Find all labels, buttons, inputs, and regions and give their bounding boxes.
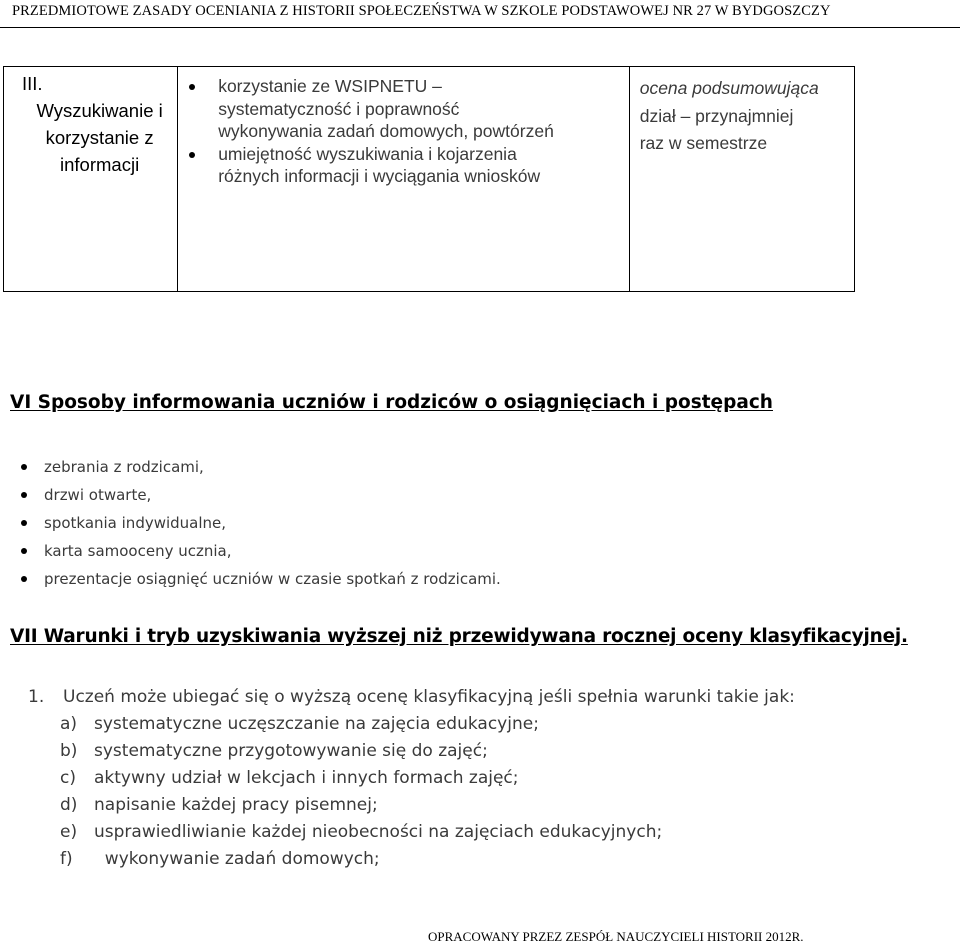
criteria-line: wykonywania zadań domowych, powtórzeń bbox=[218, 121, 554, 141]
condition-letter: c) bbox=[60, 768, 76, 788]
list-item: karta samooceny ucznia, bbox=[0, 541, 501, 569]
item-number: 1. bbox=[28, 687, 45, 707]
assessment-line: dział – przynajmniej bbox=[639, 105, 794, 126]
assessment-line: ocena podsumowująca bbox=[639, 78, 819, 98]
info-methods-list bbox=[0, 457, 501, 597]
condition-text: aktywny udział w lekcjach i innych formach zajęć; bbox=[94, 768, 519, 788]
list-item: spotkania indywidualne, bbox=[0, 513, 501, 541]
page-header: PRZEDMIOTOWE ZASADY OCENIANIA Z HISTORII SPOŁECZEŃSTWA W SZKOLE PODSTAWOWEJ NR 27 W BYDGOSZCZY bbox=[12, 3, 831, 19]
category-title-line: Wyszukiwanie i bbox=[36, 100, 163, 121]
category-title-line: korzystanie z bbox=[45, 127, 154, 148]
condition-item bbox=[28, 767, 795, 794]
criteria-table bbox=[3, 66, 855, 292]
condition-item bbox=[28, 740, 795, 767]
numbered-item bbox=[28, 686, 795, 713]
condition-letter: a) bbox=[60, 714, 78, 734]
list-item: prezentacje osiągnięć uczniów w czasie spotkań z rodzicami. bbox=[0, 569, 501, 597]
assessment-line: raz w semestrze bbox=[639, 133, 768, 153]
section-vii-heading: VII Warunki i tryb uzyskiwania wyższej niż przewidywana rocznej oceny klasyfikacyjnej. bbox=[10, 626, 908, 647]
table-row bbox=[4, 67, 855, 292]
condition-text: usprawiedliwianie każdej nieobecności na zajęciach edukacyjnych; bbox=[94, 822, 663, 842]
conditions-list bbox=[28, 686, 795, 875]
criteria-line: różnych informacji i wyciągania wniosków bbox=[218, 166, 541, 186]
condition-text: napisanie każdej pracy pisemnej; bbox=[94, 795, 378, 815]
list-item: zebrania z rodzicami, bbox=[0, 457, 501, 485]
criteria-line: umiejętność wyszukiwania i kojarzenia bbox=[218, 143, 517, 164]
condition-text: wykonywanie zadań domowych; bbox=[94, 849, 380, 869]
roman-numeral: III. bbox=[22, 73, 43, 94]
condition-item bbox=[28, 794, 795, 821]
condition-letter: b) bbox=[60, 741, 78, 761]
section-vi-heading: VI Sposoby informowania uczniów i rodziców o osiągnięciach i postępach bbox=[10, 392, 773, 413]
header-divider bbox=[0, 27, 960, 28]
criteria-item bbox=[178, 75, 629, 143]
condition-item bbox=[28, 713, 795, 740]
condition-item bbox=[28, 821, 795, 848]
criteria-line: systematyczność i poprawność bbox=[218, 98, 460, 119]
assessment-cell bbox=[629, 67, 854, 292]
condition-text: systematyczne przygotowywanie się do zajęć; bbox=[94, 741, 488, 761]
page-footer: OPRACOWANY PRZEZ ZESPÓŁ NAUCZYCIELI HISTORII 2012R. bbox=[428, 929, 804, 944]
condition-item bbox=[28, 848, 795, 875]
criteria-list bbox=[178, 75, 629, 188]
category-title-line: informacji bbox=[60, 154, 140, 175]
condition-text: systematyczne uczęszczanie na zajęcia edukacyjne; bbox=[94, 714, 539, 734]
criteria-cell bbox=[178, 67, 630, 292]
list-item: drzwi otwarte, bbox=[0, 485, 501, 513]
condition-letter: d) bbox=[60, 795, 78, 815]
item-text: Uczeń może ubiegać się o wyższą ocenę klasyfikacyjną jeśli spełnia warunki takie jak: bbox=[63, 687, 795, 707]
condition-letter: e) bbox=[60, 822, 78, 842]
condition-letter: f) bbox=[60, 849, 73, 869]
category-cell bbox=[4, 67, 178, 292]
criteria-line: korzystanie ze WSIPNETU – bbox=[218, 76, 442, 96]
criteria-item bbox=[178, 143, 629, 188]
